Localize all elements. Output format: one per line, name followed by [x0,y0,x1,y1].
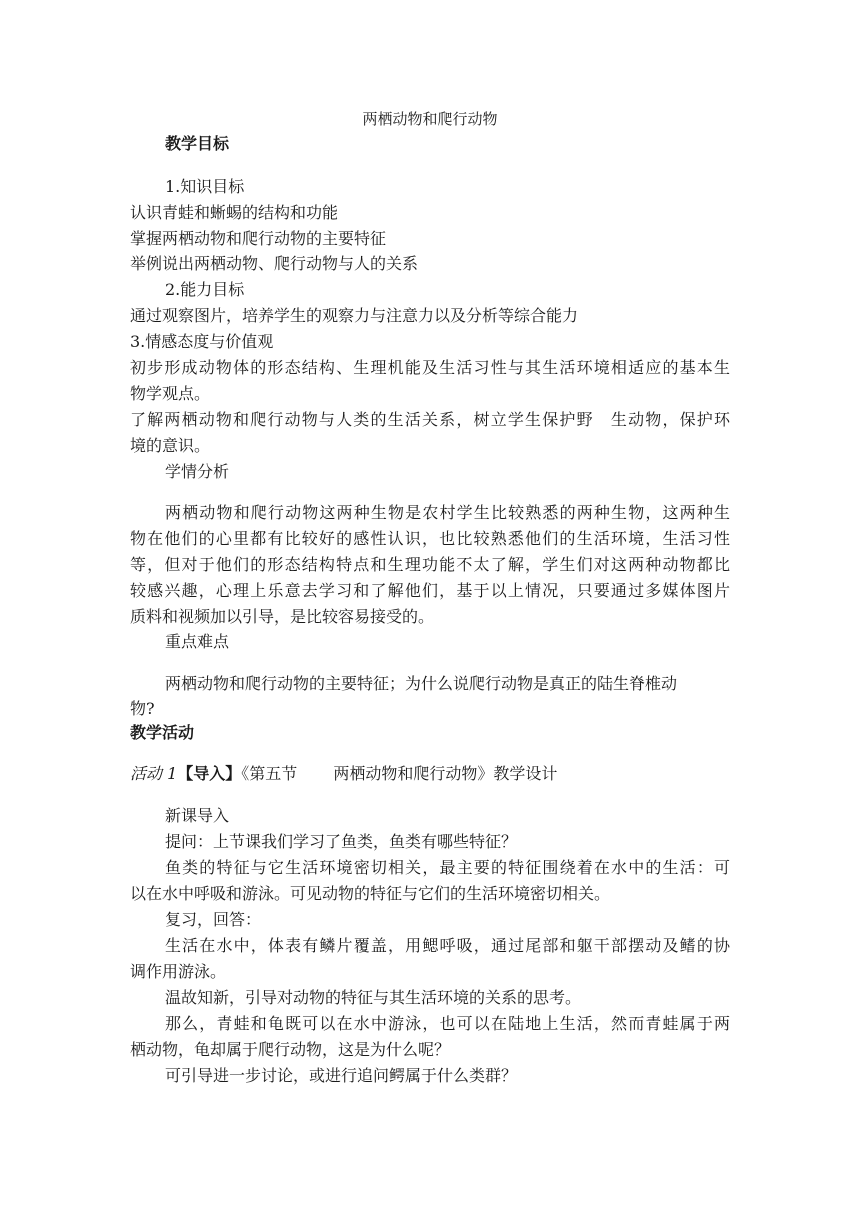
emotion-heading: 3.情感态度与价值观 [130,332,274,351]
objectives-heading: 教学目标 [165,134,230,153]
answer-line: 生活在水中，体表有鳞片覆盖，用鳃呼吸，通过尾部和躯干部摆动及鳍的协 [165,936,730,955]
emotion-paragraph-line: 了解两栖动物和爬行动物与人类的生活关系，树立学生保护野 生动物，保护环 [130,410,730,429]
knowledge-item: 举例说出两栖动物、爬行动物与人的关系 [130,254,419,273]
knowledge-item: 掌握两栖动物和爬行动物的主要特征 [130,229,387,248]
analysis-heading: 学情分析 [165,462,230,481]
knowledge-heading: 1.知识目标 [165,177,245,196]
fish-line: 鱼类的特征与它生活环境密切相关，最主要的特征围绕着在水中的生活：可 [165,858,730,877]
activity-book-title: 《第五节 [241,764,298,783]
intro-line: 新课导入 [165,806,230,825]
guide-line: 可引导进一步讨论，或进行追问鳄属于什么类群？ [165,1066,518,1085]
then-line: 那么，青蛙和龟既可以在水中游泳，也可以在陆地上生活，然而青蛙属于两 [165,1014,730,1033]
answer-line: 调作用游泳。 [130,962,227,981]
emotion-paragraph-line: 物学观点。 [130,384,211,403]
activities-heading: 教学活动 [130,723,195,742]
keypoints-heading: 重点难点 [165,632,230,651]
analysis-line: 物在他们的心里都有比较好的感性认识，也比较熟悉他们的生活环境，生活习性 [130,529,730,548]
document-title: 两栖动物和爬行动物 [362,110,498,128]
warm-line: 温故知新，引导对动物的特征与其生活环境的关系的思考。 [165,988,582,1007]
analysis-line: 两栖动物和爬行动物这两种生物是农村学生比较熟悉的两种生物，这两种生 [165,503,730,522]
emotion-paragraph-line: 初步形成动物体的形态结构、生理机能及生活习性与其生活环境相适应的基本生 [130,358,730,377]
knowledge-item: 认识青蛙和蜥蜴的结构和功能 [130,203,339,222]
review-line: 复习，回答： [165,910,262,929]
activity-book-title-rest: 两栖动物和爬行动物》教学设计 [333,764,558,783]
ability-heading: 2.能力目标 [165,280,245,299]
activity-tag: 【导入】 [177,764,242,783]
activity-1-line [130,761,557,787]
emotion-paragraph-line: 境的意识。 [130,436,211,455]
ability-item: 通过观察图片，培养学生的观察力与注意力以及分析等综合能力 [130,306,579,325]
analysis-line: 等，但对于他们的形态结构特点和生理功能不太了解，学生们对这两种动物都比 [130,555,730,574]
question-line: 提问：上节课我们学习了鱼类，鱼类有哪些特征？ [165,832,518,851]
activity-label: 活动 1 [130,764,178,783]
keypoints-line: 两栖动物和爬行动物的主要特征；为什么说爬行动物是真正的陆生脊椎动 [165,674,678,693]
analysis-line: 质料和视频加以引导，是比较容易接受的。 [130,607,435,626]
keypoints-line: 物? [130,699,155,718]
then-line: 栖动物，龟却属于爬行动物，这是为什么呢？ [130,1040,451,1059]
analysis-line: 较感兴趣，心理上乐意去学习和了解他们，基于以上情况，只要通过多媒体图片 [130,581,730,600]
fish-line: 以在水中呼吸和游泳。可见动物的特征与它们的生活环境密切相关。 [130,884,611,903]
